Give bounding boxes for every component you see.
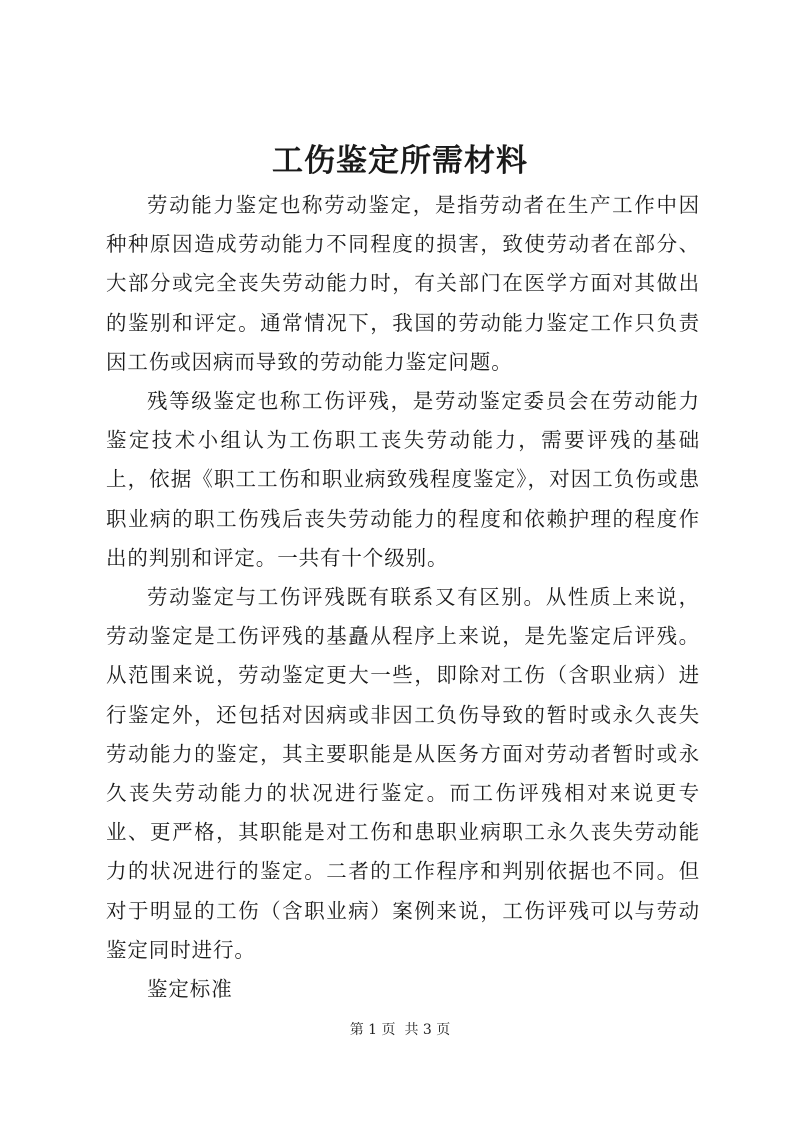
paragraph-labor-ability-appraisal: 劳动能力鉴定也称劳动鉴定，是指劳动者在生产工作中因种种原因造成劳动能力不同程度的损害，致使劳动者在部分、大部分或完全丧失劳动能力时，有关部门在医学方面对其做出的鉴别和评定。通常情况下，我国的劳动能力鉴定工作只负责因工伤或因病而导致的劳动能力鉴定问题。 [106,193,700,374]
document-title: 工伤鉴定所需材料 [272,143,528,179]
page-number-label: 第 1 页 共 3 页 [349,1022,451,1038]
page-footer [0,1020,800,1040]
section-heading-appraisal-standard: 鉴定标准 [147,977,233,1002]
paragraph-difference-explanation: 劳动鉴定与工伤评残既有联系又有区别。从性质上来说，劳动鉴定是工伤评残的基矗从程序上来说，是先鉴定后评残。从范围来说，劳动鉴定更大一些，即除对工伤（含职业病）进行鉴定外，还包括对因病或非因工负伤导致的暂时或永久丧失劳动能力的鉴定，其主要职能是从医务方面对劳动者暂时或永久丧失劳动能力的状况进行鉴定。而工伤评残相对来说更专业、更严格，其职能是对工伤和患职业病职工永久丧失劳动能力的状况进行的鉴定。二者的工作程序和判别依据也不同。但对于明显的工伤（含职业病）案例来说，工伤评残可以与劳动鉴定同时进行。 [106,585,700,962]
paragraph-disability-grade-appraisal: 残等级鉴定也称工伤评残，是劳动鉴定委员会在劳动能力鉴定技术小组认为工伤职工丧失劳动能力，需要评残的基础上，依据《职工工伤和职业病致残程度鉴定》，对因工负伤或患职业病的职工伤残后丧失劳动能力的程度和依赖护理的程度作出的判别和评定。一共有十个级别。 [106,389,700,570]
document-body [106,186,700,1009]
